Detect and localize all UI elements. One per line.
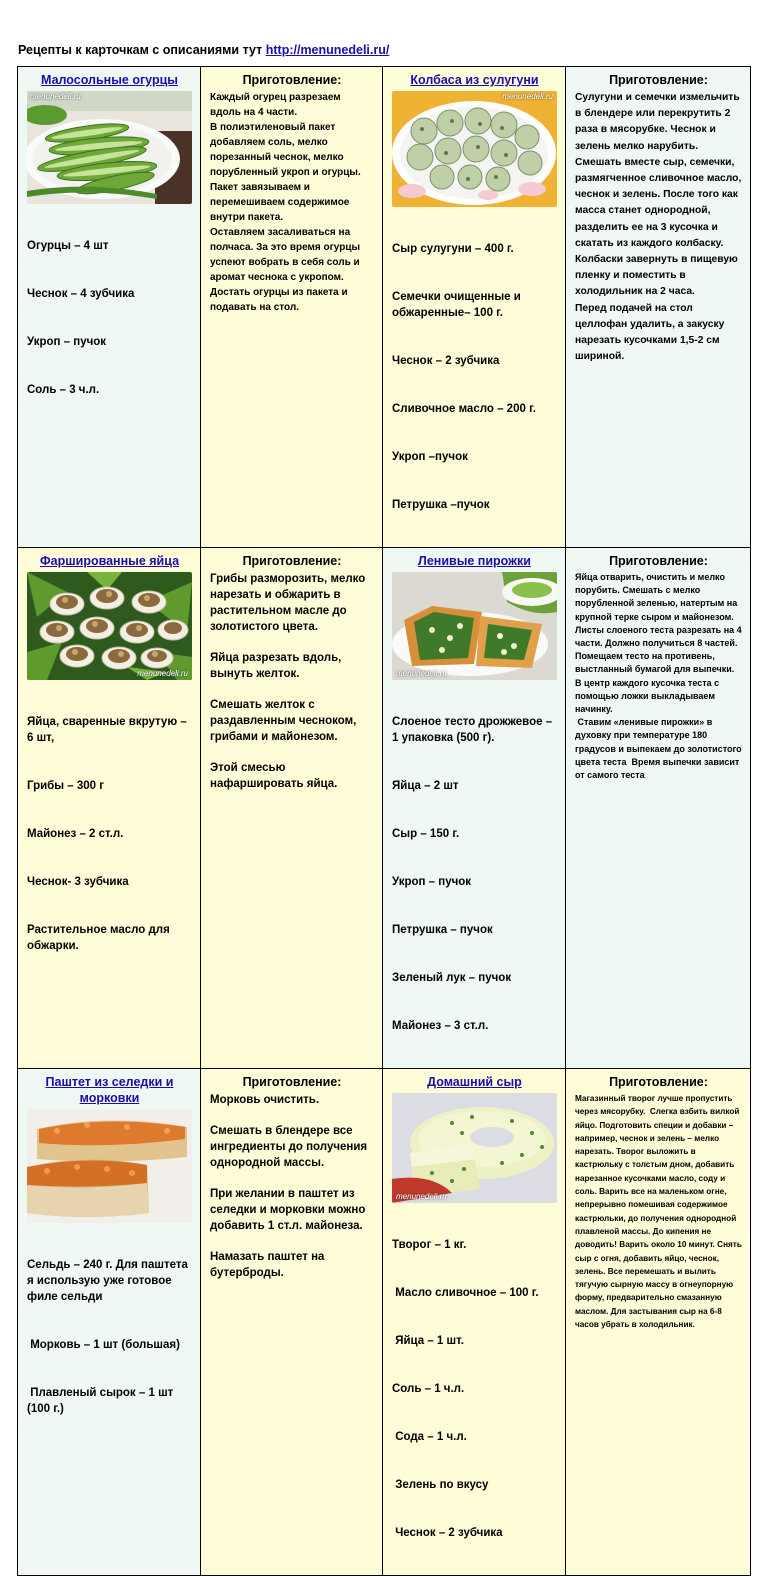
prep-step: В полиэтиленовый пакет добавляем соль, мелко порезанный чеснок, мелко порубленный укроп и огурцы.: [210, 122, 361, 178]
ingredient: Сельдь – 240 г. Для паштета я использую уже готовое филе сельди: [27, 1259, 192, 1303]
ingredient: Чеснок – 2 зубчика: [392, 1527, 503, 1539]
photo-pickled-cucumbers: [27, 91, 192, 204]
ingredients-list: [392, 1205, 557, 1573]
recipe-steps-cucumbers: [201, 67, 383, 548]
spacer: [210, 682, 374, 697]
photo-suluguni-sausage: [392, 91, 557, 207]
ingredient: Чеснок- 3 зубчика: [27, 876, 129, 888]
recipe-steps-suluguni-sausage: [566, 67, 751, 548]
spacer: [210, 1171, 374, 1186]
prep-step: Каждый огурец разрезаем вдоль на 4 части.: [210, 92, 344, 118]
site-link[interactable]: http://menunedeli.ru/: [265, 43, 390, 57]
ingredient: Сыр – 150 г.: [392, 828, 460, 840]
prep-steps: [575, 90, 745, 365]
ingredient: Петрушка –пучок: [392, 499, 490, 511]
spacer: [210, 1234, 374, 1249]
ingredient: Соль – 3 ч.л.: [27, 384, 100, 396]
spacer: [210, 635, 374, 650]
recipe-card-cucumbers: [18, 67, 201, 548]
ingredients-list: [392, 209, 557, 545]
prep-title: Приготовление:: [242, 73, 342, 87]
ingredient: Плавленый сырок – 1 шт (100 г.): [27, 1387, 177, 1415]
prep-step: Оставляем засаливаться на полчаса. За это время огурцы успеют вобрать в себя соль и аромат чеснока с укропом.: [210, 227, 363, 283]
ingredient: Растительное масло для обжарки.: [27, 924, 174, 952]
ingredients-list: [27, 206, 192, 430]
recipe-row: [18, 548, 751, 1069]
recipe-title[interactable]: Паштет из селедки и морковки: [45, 1075, 174, 1105]
prep-step: Сулугуни и семечки измельчить в блендере или перекрутить 2 раза в мясорубке. Чеснок и зелень мелко нарубить.: [575, 92, 743, 152]
prep-step: Пакет завязываем и перемешиваем содержимое внутри пакета.: [210, 182, 353, 223]
recipe-card-herring-pate: [18, 1069, 201, 1576]
prep-step: Намазать паштет на бутерброды.: [210, 1251, 328, 1279]
ingredient: Сливочное масло – 200 г.: [392, 403, 536, 415]
watermark: menunedeli.ru: [30, 92, 81, 101]
prep-step: Яйца разрезать вдоль, вынуть желток.: [210, 652, 345, 680]
ingredient: Петрушка – пучок: [392, 924, 493, 936]
ingredient: Творог – 1 кг.: [392, 1239, 467, 1251]
ingredient: Зеленый лук – пучок: [392, 972, 512, 984]
recipe-steps-homemade-cheese: [566, 1069, 751, 1576]
photo-homemade-cheese: [392, 1093, 557, 1203]
ingredient: Соль – 1 ч.л.: [392, 1383, 465, 1395]
prep-title: Приготовление:: [609, 73, 708, 87]
prep-step: Перед подачей на стол целлофан удалить, а закуску нарезать кусочками 1,5-2 см шириной.: [575, 302, 728, 363]
ingredient: Укроп –пучок: [392, 451, 468, 463]
prep-steps: [210, 1092, 374, 1281]
ingredients-list: [27, 1225, 192, 1449]
prep-step: Достать огурцы из пакета и подавать на стол.: [210, 287, 351, 313]
prep-step: Листы слоеного теста разрезать на 4 части. Должно получиться 8 частей. Помещаем тесто на противень, выстланный бумагой для выпечки. В центр каждого кусочка теста с помощью ложки выкладываем начинку.: [575, 624, 745, 715]
watermark: menunedeli.ru: [396, 1192, 447, 1201]
ingredient: Укроп – пучок: [392, 876, 472, 888]
prep-title: Приготовление:: [242, 1075, 342, 1089]
recipe-table: [17, 66, 751, 1576]
recipe-title[interactable]: Ленивые пирожки: [418, 554, 531, 568]
watermark: menunedeli.ru: [502, 92, 553, 101]
prep-step: Грибы разморозить, мелко нарезать и обжарить в растительном масле до золотистого цвета.: [210, 573, 369, 633]
prep-steps: [210, 90, 374, 315]
prep-title: Приготовление:: [609, 1075, 708, 1089]
ingredient: Грибы – 300 г: [27, 780, 105, 792]
recipe-title[interactable]: Фаршированные яйца: [39, 554, 180, 568]
prep-title: Приготовление:: [609, 554, 708, 568]
ingredient: Слоеное тесто дрожжевое – 1 упаковка (500 г).: [392, 716, 556, 744]
ingredient: Яйца – 2 шт: [392, 780, 459, 792]
ingredient: Огурцы – 4 шт: [27, 240, 109, 252]
prep-title: Приготовление:: [242, 554, 342, 568]
photo-stuffed-eggs: [27, 572, 192, 680]
recipe-steps-stuffed-eggs: [201, 548, 383, 1069]
ingredient: Яйца – 1 шт.: [392, 1335, 464, 1347]
recipe-title[interactable]: Колбаса из сулугуни: [410, 73, 539, 87]
prep-step: При желании в паштет из селедки и морковки можно добавить 1 ст.л. майонеза.: [210, 1188, 369, 1232]
ingredients-list: [27, 682, 192, 986]
recipe-row: [18, 67, 751, 548]
ingredient: Морковь – 1 шт (большая): [27, 1339, 180, 1351]
recipe-card-lazy-pies: [383, 548, 566, 1069]
prep-step: Колбаски завернуть в пищевую пленку и поместить в холодильник на 2 часа.: [575, 254, 741, 298]
page-header: [18, 43, 389, 57]
prep-step: Морковь очистить.: [210, 1094, 320, 1106]
spacer: [210, 745, 374, 760]
recipe-title[interactable]: Домашний сыр: [427, 1075, 522, 1089]
ingredient: Зелень по вкусу: [392, 1479, 489, 1491]
ingredient: Масло сливочное – 100 г.: [392, 1287, 539, 1299]
ingredient: Сыр сулугуни – 400 г.: [392, 243, 514, 255]
prep-step: Этой смесью нафаршировать яйца.: [210, 762, 338, 790]
ingredients-list: [392, 682, 557, 1066]
ingredient: Майонез – 3 ст.л.: [392, 1020, 489, 1032]
prep-steps: [575, 571, 745, 782]
recipe-card-stuffed-eggs: [18, 548, 201, 1069]
photo-herring-pate: [27, 1109, 192, 1223]
ingredient: Чеснок – 4 зубчика: [27, 288, 135, 300]
prep-step: Смешать вместе сыр, семечки, размягченное сливочное масло, чеснок и зелень. После того как масса станет однородной, разделить ее на 3 кусочка и скатать из каждого колбаску.: [575, 156, 745, 249]
header-text: Рецепты к карточкам с описаниями тут: [18, 43, 266, 57]
ingredient: Укроп – пучок: [27, 336, 107, 348]
prep-step: Смешать желток с раздавленным чесноком, грибами и майонезом.: [210, 699, 360, 743]
prep-step: Яйца отварить, очистить и мелко порубить. Смешать с мелко порубленной зеленью, натертым на крупной терке сыром и майонезом.: [575, 572, 740, 622]
recipe-card-suluguni-sausage: [383, 67, 566, 548]
recipe-steps-herring-pate: [201, 1069, 383, 1576]
ingredient: Яйца, сваренные вкрутую – 6 шт,: [27, 716, 190, 744]
ingredient: Чеснок – 2 зубчика: [392, 355, 500, 367]
recipe-steps-lazy-pies: [566, 548, 751, 1069]
watermark: menunedeli.ru: [137, 669, 188, 678]
watermark: menunedeli.ru: [396, 669, 447, 678]
recipe-title[interactable]: Малосольные огурцы: [41, 73, 178, 87]
recipe-row: [18, 1069, 751, 1576]
prep-step: Смешать в блендере все ингредиенты до получения однородной массы.: [210, 1125, 371, 1169]
photo-lazy-pies: [392, 572, 557, 680]
ingredient: Майонез – 2 ст.л.: [27, 828, 124, 840]
ingredient: Семечки очищенные и обжаренные– 100 г.: [392, 291, 525, 319]
prep-steps: [575, 1092, 745, 1331]
recipe-card-homemade-cheese: [383, 1069, 566, 1576]
prep-step: Магазинный творог лучше пропустить через мясорубку. Слегка взбить вилкой яйцо. Подготовить специи и добавки – например, чеснок и зелень – мелко нарезать. Творог выложить в кастрюльку с толстым дном, добавить нарезанное кусочками масло, соду и соль. Варить все на маленьком огне, непрерывно помешивая содержимое кастрюльки, до получения однородной плавленой массы. До кипения не доводить! Варить около 10 минут. Снять сыр с огня, добавить яйцо, чеснок, зелень. Все перемешать и вылить тягучую сырную массу в огнеупорную форму, предварительно смазанную маслом. Для застывания сыр на 6-8 часов убрать в холодильник.: [575, 1094, 745, 1330]
ingredient: Сода – 1 ч.л.: [392, 1431, 467, 1443]
prep-steps: [210, 571, 374, 792]
spacer: [210, 1108, 374, 1123]
prep-step: Ставим «ленивые пирожки» в духовку при температуре 180 градусов и выпекаем до золотистого цвета теста Время выпечки зависит от самого теста: [575, 717, 745, 781]
